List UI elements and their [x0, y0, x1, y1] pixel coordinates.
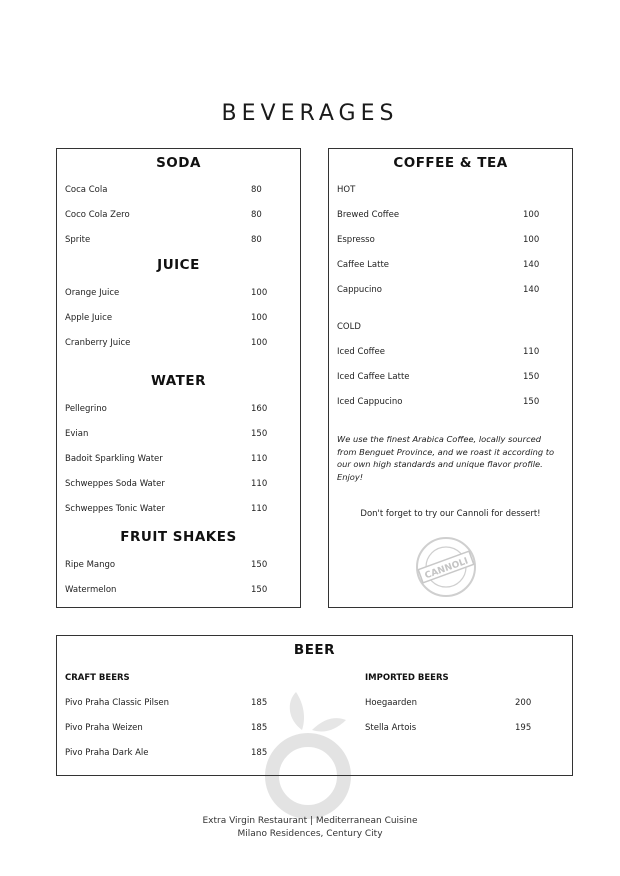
- menu-item-name: Iced Cappucino: [337, 397, 403, 407]
- coffee-note: We use the finest Arabica Coffee, locally sourced from Benguet Province, and we roast it according to our own high standards and unique flavor profile. Enjoy!: [337, 434, 555, 482]
- menu-item-name: Espresso: [337, 235, 375, 245]
- menu-item-price: 150: [251, 429, 268, 439]
- cold-label: COLD: [337, 322, 361, 332]
- stamp-label: CANNOLI: [423, 556, 470, 582]
- imported-beers-label: IMPORTED BEERS: [365, 673, 449, 683]
- soda-title: SODA: [156, 155, 201, 171]
- water-title: WATER: [150, 373, 206, 389]
- soft-drinks-panel: [56, 148, 301, 608]
- fruit-shakes-title: FRUIT SHAKES: [120, 529, 237, 545]
- menu-item-name: Pivo Praha Weizen: [65, 723, 143, 733]
- menu-item-price: 150: [251, 585, 268, 595]
- menu-item-name: Pellegrino: [65, 404, 107, 414]
- menu-item-price: 100: [523, 235, 540, 245]
- menu-item-name: Watermelon: [65, 585, 117, 595]
- menu-item-price: 195: [515, 723, 532, 733]
- menu-item-price: 185: [251, 723, 268, 733]
- menu-item-price: 200: [515, 698, 532, 708]
- menu-item-name: Pivo Praha Classic Pilsen: [65, 698, 170, 708]
- menu-item-name: Iced Coffee: [337, 347, 385, 357]
- footer-line-2: Milano Residences, Century City: [237, 829, 383, 839]
- menu-item-name: Pivo Praha Dark Ale: [65, 748, 149, 758]
- page-title: BEVERAGES: [221, 101, 399, 126]
- menu-item-price: 110: [523, 347, 540, 357]
- menu-item-price: 80: [251, 235, 262, 245]
- menu-item-name: Apple Juice: [65, 313, 113, 323]
- menu-item-name: Brewed Coffee: [337, 210, 400, 220]
- coffee-tea-panel: [328, 148, 573, 608]
- menu-item-price: 160: [251, 404, 268, 414]
- menu-item-name: Iced Caffee Latte: [337, 372, 410, 382]
- menu-item-name: Badoit Sparkling Water: [65, 454, 163, 464]
- juice-title: JUICE: [157, 257, 200, 273]
- menu-item-price: 100: [251, 338, 268, 348]
- hot-label: HOT: [337, 185, 356, 195]
- footer-line-1: Extra Virgin Restaurant | Mediterranean Cuisine: [202, 816, 418, 826]
- menu-item-price: 150: [523, 397, 540, 407]
- menu-item-name: Coca Cola: [65, 185, 108, 195]
- menu-item-name: Evian: [65, 429, 89, 439]
- menu-item-name: Coco Cola Zero: [65, 210, 130, 220]
- menu-item-price: 150: [523, 372, 540, 382]
- menu-item-name: Hoegaarden: [365, 698, 417, 708]
- menu-item-name: Stella Artois: [365, 723, 417, 733]
- craft-beers-label: CRAFT BEERS: [65, 673, 130, 683]
- beer-panel: [56, 635, 573, 776]
- menu-item-price: 110: [251, 454, 268, 464]
- menu-item-name: Caffee Latte: [337, 260, 390, 270]
- menu-item-price: 110: [251, 479, 268, 489]
- menu-item-name: Schweppes Tonic Water: [65, 504, 165, 514]
- dessert-note: Don't forget to try our Cannoli for dessert!: [360, 509, 541, 519]
- menu-item-price: 185: [251, 698, 268, 708]
- menu-item-name: Ripe Mango: [65, 560, 116, 570]
- beer-title: BEER: [293, 642, 336, 658]
- menu-item-price: 110: [251, 504, 268, 514]
- menu-item-price: 80: [251, 185, 262, 195]
- menu-item-price: 185: [251, 748, 268, 758]
- coffee-tea-title: COFFEE & TEA: [393, 155, 508, 171]
- menu-item-name: Orange Juice: [65, 288, 120, 298]
- menu-item-price: 100: [251, 313, 268, 323]
- menu-item-price: 140: [523, 285, 540, 295]
- menu-item-name: Schweppes Soda Water: [65, 479, 165, 489]
- menu-item-price: 100: [523, 210, 540, 220]
- menu-item-price: 100: [251, 288, 268, 298]
- cannoli-stamp-icon: [415, 536, 477, 598]
- menu-item-name: Cappucino: [337, 285, 382, 295]
- menu-item-name: Cranberry Juice: [65, 338, 131, 348]
- menu-item-price: 150: [251, 560, 268, 570]
- menu-item-price: 140: [523, 260, 540, 270]
- menu-item-name: Sprite: [65, 235, 91, 245]
- menu-item-price: 80: [251, 210, 262, 220]
